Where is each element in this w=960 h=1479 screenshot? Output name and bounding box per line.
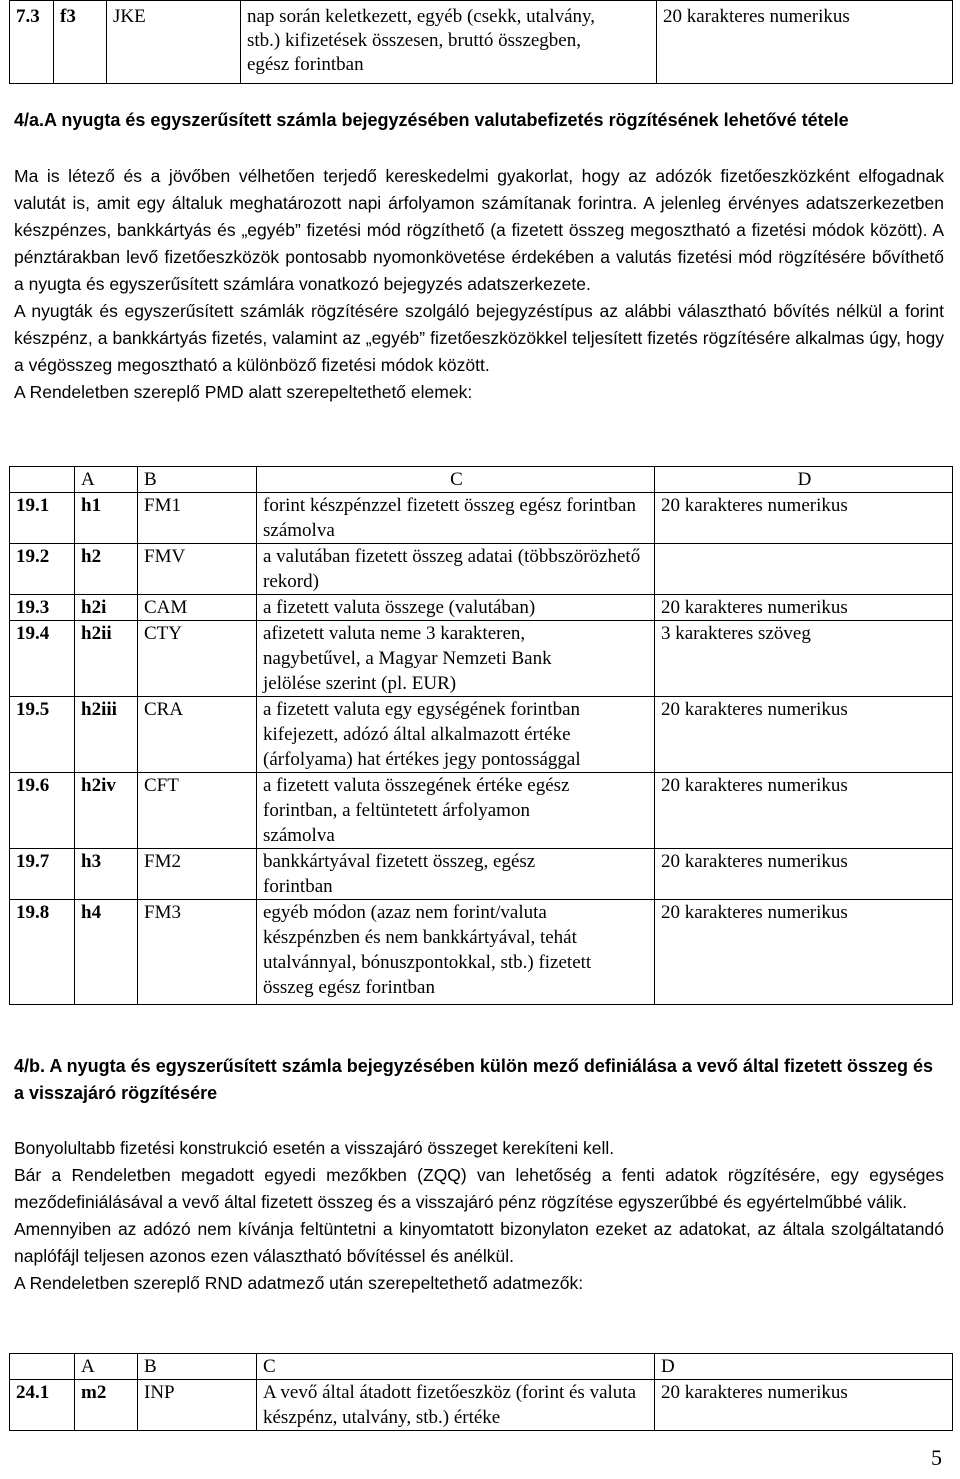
row-number: 19.8 [10, 900, 75, 1005]
section-a-paragraph-2: A nyugták és egyszerűsített számlák rögzítésére szolgáló bejegyzéstípus az alábbi választható bővítés nélkül a forint készpénz, a bankkártyás fizetés, valamint az „egyéb” fizetőeszközökkel teljesített fizetés rögzítésére alkalmas úgy, hogy a végösszeg megosztható a különböző fizetési módok között. [14, 301, 944, 375]
row-type: 20 karakteres numerikus [655, 697, 953, 773]
row-desc: a fizetett valuta egy egységének forintban kifejezett, adózó által alkalmazott értéke (árfolyama) hat értékes jegy pontossággal [257, 697, 655, 773]
row-abbr: JKE [107, 1, 241, 84]
row-abbr: CFT [138, 773, 257, 849]
row-desc: afizetett valuta neme 3 karakteren, nagybetűvel, a Magyar Nemzeti Bank jelölése szerint (pl. EUR) [257, 621, 655, 697]
section-a-heading: 4/a.A nyugta és egyszerűsített számla bejegyzésében valutabefizetés rögzítésének lehetővé tétele [14, 110, 849, 130]
row-code: h1 [75, 493, 138, 544]
table-header-row [10, 1354, 953, 1380]
section-b-body [14, 1135, 944, 1297]
row-type: 20 karakteres numerikus [655, 493, 953, 544]
table-row [10, 849, 953, 900]
header-c: C [257, 1354, 655, 1380]
row-desc: a fizetett valuta összege (valutában) [257, 595, 655, 621]
row-number: 19.3 [10, 595, 75, 621]
row-code: m2 [75, 1380, 138, 1431]
row-abbr: CRA [138, 697, 257, 773]
section-b-paragraph-2: Bár a Rendeletben megadott egyedi mezőkben (ZQQ) van lehetőség a fenti adatok rögzítésére, egy egységes meződefiniálásával a vevő által fizetett összeg és a visszajáró pénz rögzítése egyszerűbbé és egyértelműbbé válik. [14, 1165, 944, 1212]
row-code: h4 [75, 900, 138, 1005]
row-desc: bankkártyával fizetett összeg, egész forintban [257, 849, 655, 900]
row-number: 19.6 [10, 773, 75, 849]
row-code: h3 [75, 849, 138, 900]
row-code: h2 [75, 544, 138, 595]
row-desc: a fizetett valuta összegének értéke egész forintban, a feltüntetett árfolyamon számolva [257, 773, 655, 849]
row-number: 19.4 [10, 621, 75, 697]
row-desc: forint készpénzzel fizetett összeg egész forintban számolva [257, 493, 655, 544]
row-abbr: FM2 [138, 849, 257, 900]
table-row [10, 900, 953, 1005]
header-d: D [655, 1354, 953, 1380]
row-abbr: CAM [138, 595, 257, 621]
empty-header-cell [10, 1354, 75, 1380]
row-desc: A vevő által átadott fizetőeszköz (forint és valuta készpénz, utalvány, stb.) értéke [257, 1380, 655, 1431]
row-abbr: FM1 [138, 493, 257, 544]
row-type: 20 karakteres numerikus [655, 849, 953, 900]
table-row [10, 621, 953, 697]
row-code: h2iii [75, 697, 138, 773]
row-desc: a valutában fizetett összeg adatai (többszörözhető rekord) [257, 544, 655, 595]
row-number: 19.7 [10, 849, 75, 900]
table-row [10, 1, 953, 84]
row-type: 20 karakteres numerikus [655, 1380, 953, 1431]
row-code: h2i [75, 595, 138, 621]
row-code: f3 [54, 1, 107, 84]
table-row [10, 544, 953, 595]
empty-header-cell [10, 467, 75, 493]
table-row [10, 595, 953, 621]
row-number: 19.1 [10, 493, 75, 544]
row-desc: nap során keletkezett, egyéb (csekk, utalvány, stb.) kifizetések összesen, bruttó összegben, egész forintban [241, 1, 657, 84]
row-type [655, 544, 953, 595]
header-d: D [655, 467, 953, 493]
table-row [10, 493, 953, 544]
row-code: h2iv [75, 773, 138, 849]
section-b-paragraph-3: Amennyiben az adózó nem kívánja feltüntetni a kinyomtatott bizonylaton ezeket az adatokat, az általa szolgáltatandó naplófájl teljesen azonos ezen választható bővítéssel és anélkül. [14, 1219, 944, 1266]
row-number: 7.3 [10, 1, 54, 84]
section-b-paragraph-4: A Rendeletben szereplő RND adatmező után szerepeltethető adatmezők: [14, 1273, 584, 1293]
table-row [10, 773, 953, 849]
section-b-heading: 4/b. A nyugta és egyszerűsített számla bejegyzésében külön mező definiálása a vevő által fizetett összeg és a visszajáró rögzítésére [14, 1056, 933, 1103]
table-row [10, 697, 953, 773]
row-type: 20 karakteres numerikus [657, 1, 953, 84]
row-number: 19.5 [10, 697, 75, 773]
row-type: 3 karakteres szöveg [655, 621, 953, 697]
header-a: A [75, 1354, 138, 1380]
row-abbr: FM3 [138, 900, 257, 1005]
section-a-paragraph-1: Ma is létező és a jövőben vélhetően terjedő kereskedelmi gyakorlat, hogy az adózók fizetőeszközként elfogadnak valutát is, amit egy általuk meghatározott napi árfolyamon számítanak forintra. A jelenleg érvényes adatszerkezetben készpénzes, bankkártyás és „egyéb” fizetési mód rögzíthető (a fizetett összeg megosztható a fizetési módok között). A pénztárakban levő fizetőeszközök pontosabb nyomonkövetése érdekében a valutás fizetési mód rögzítésére bővíthető a nyugta és egyszerűsített számlára vonatkozó bejegyzés adatszerkezete. [14, 166, 944, 294]
row-abbr: CTY [138, 621, 257, 697]
row-number: 24.1 [10, 1380, 75, 1431]
page-number: 5 [931, 1445, 942, 1470]
section-a-body [14, 163, 944, 406]
table-header-row [10, 467, 953, 493]
rnd-fields-table [9, 1353, 953, 1431]
table-row [10, 1380, 953, 1431]
row-type: 20 karakteres numerikus [655, 900, 953, 1005]
row-type: 20 karakteres numerikus [655, 595, 953, 621]
row-type: 20 karakteres numerikus [655, 773, 953, 849]
section-a-paragraph-3: A Rendeletben szereplő PMD alatt szerepeltethető elemek: [14, 382, 473, 402]
row-code: h2ii [75, 621, 138, 697]
header-b: B [138, 1354, 257, 1380]
row-abbr: INP [138, 1380, 257, 1431]
header-a: A [75, 467, 138, 493]
section-b-paragraph-1: Bonyolultabb fizetési konstrukció esetén a visszajáró összeget kerekíteni kell. [14, 1138, 615, 1158]
row-abbr: FMV [138, 544, 257, 595]
header-c: C [257, 467, 655, 493]
row-desc: egyéb módon (azaz nem forint/valuta készpénzben és nem bankkártyával, tehát utalvánnyal, bónuszpontokkal, stb.) fizetett összeg egész forintban [257, 900, 655, 1005]
row-number: 19.2 [10, 544, 75, 595]
top-table [9, 0, 953, 84]
header-b: B [138, 467, 257, 493]
pmd-elements-table [9, 466, 953, 1005]
